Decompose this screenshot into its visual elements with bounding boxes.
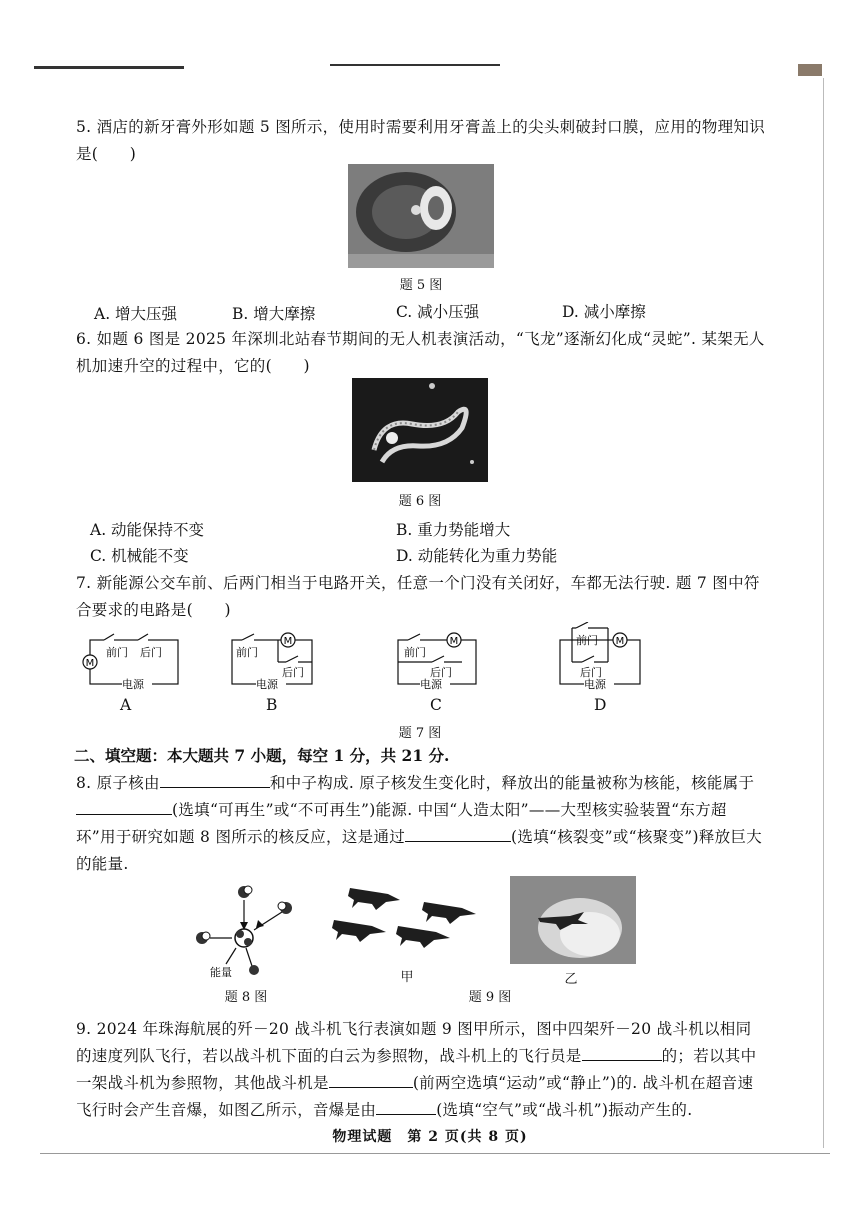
figure-9-label-yi: 乙 bbox=[564, 972, 578, 987]
circuit-b-motor: M bbox=[283, 636, 293, 647]
question-7-text: 7. 新能源公交车前、后两门相当于电路开关，任意一个门没有关闭好，车都无法行驶. 题 7 图中符合要求的电路是( ) bbox=[76, 574, 760, 619]
circuit-c-front: 前门 bbox=[404, 646, 426, 659]
drone-show-photo bbox=[352, 378, 488, 482]
figure-9-label-jia: 甲 bbox=[400, 970, 414, 985]
circuit-b-front: 前门 bbox=[236, 646, 258, 659]
q9-part-2: 的；若以其中一架战斗机为参照物，其他战斗机是 bbox=[76, 1047, 757, 1092]
circuit-c bbox=[392, 630, 482, 692]
figure-6-caption: 题 6 图 bbox=[398, 494, 442, 509]
q8-blank-3[interactable] bbox=[405, 824, 511, 842]
question-9-text bbox=[76, 1016, 766, 1124]
circuit-c-label: C bbox=[430, 696, 442, 714]
figure-9-caption: 题 9 图 bbox=[468, 990, 512, 1005]
page-footer: 物理试题 第 2 页(共 8 页) bbox=[332, 1129, 528, 1145]
circuit-b-rear: 后门 bbox=[282, 666, 304, 679]
q8-part-2: 和中子构成. 原子核发生变化时，释放出的能量被称为核能，核能属于 bbox=[269, 774, 755, 792]
circuit-a-front: 前门 bbox=[106, 646, 128, 659]
q8-blank-2[interactable] bbox=[76, 797, 172, 815]
top-rule-left bbox=[34, 66, 184, 69]
bottom-rule bbox=[40, 1153, 830, 1154]
q9-blank-1[interactable] bbox=[582, 1043, 662, 1061]
fusion-diagram bbox=[186, 882, 296, 982]
q5-option-d: D. 减小摩擦 bbox=[562, 303, 646, 321]
circuit-a-motor: M bbox=[85, 658, 95, 669]
circuit-c-rear: 后门 bbox=[430, 666, 452, 679]
circuit-d-motor: M bbox=[615, 636, 625, 647]
q9-part-3: (前两空选填“运动”或“静止”)的. 战斗机在超音速飞行时会产生音爆，如图乙所示，音爆是由 bbox=[76, 1074, 754, 1119]
circuit-d-label: D bbox=[594, 696, 607, 714]
q6-option-b: B. 重力势能增大 bbox=[396, 521, 511, 539]
page-corner-mark bbox=[798, 64, 822, 76]
sonic-boom-photo bbox=[510, 876, 636, 964]
circuit-a-rear: 后门 bbox=[140, 646, 162, 659]
circuit-d-source: 电源 bbox=[584, 678, 606, 691]
figure-5-caption: 题 5 图 bbox=[399, 278, 443, 293]
q6-option-d: D. 动能转化为重力势能 bbox=[396, 547, 558, 565]
circuit-b-source: 电源 bbox=[256, 678, 278, 691]
circuit-b-label: B bbox=[266, 696, 278, 714]
toothpaste-photo bbox=[348, 164, 494, 268]
jets-formation-figure bbox=[328, 880, 488, 970]
circuit-c-motor: M bbox=[449, 636, 459, 647]
circuit-b bbox=[226, 630, 320, 692]
q8-part-3: (选填“可再生”或“不可再生”)能源. 中国“人造太阳”——大型核实验装置“东方超环”用于研究如题 8 图所示的核反应，这是通过 bbox=[76, 801, 727, 846]
q8-part-1: 8. 原子核由 bbox=[76, 774, 160, 792]
figure-8-caption: 题 8 图 bbox=[224, 990, 268, 1005]
q9-part-4: (选填“空气”或“战斗机”)振动产生的. bbox=[436, 1101, 693, 1119]
q5-option-c: C. 减小压强 bbox=[396, 303, 480, 321]
question-8-text bbox=[76, 770, 766, 878]
circuit-d bbox=[556, 622, 646, 692]
fusion-energy-label: 能量 bbox=[210, 966, 232, 979]
q5-option-a: A. 增大压强 bbox=[94, 305, 178, 323]
q9-blank-3[interactable] bbox=[376, 1097, 436, 1115]
figure-7-caption: 题 7 图 bbox=[398, 726, 442, 741]
section-2-title: 二、填空题：本大题共 7 小题，每空 1 分，共 21 分. bbox=[74, 746, 450, 765]
top-rule-right bbox=[330, 64, 500, 66]
q9-blank-2[interactable] bbox=[329, 1070, 413, 1088]
circuit-a-label: A bbox=[120, 696, 132, 714]
question-5-text: 5. 酒店的新牙膏外形如题 5 图所示，使用时需要利用牙膏盖上的尖头刺破封口膜，应用的物理知识是( ) bbox=[76, 118, 766, 163]
page-edge-line bbox=[823, 78, 824, 1148]
q6-option-a: A. 动能保持不变 bbox=[90, 521, 205, 539]
question-6-text: 6. 如题 6 图是 2025 年深圳北站春节期间的无人机表演活动，“飞龙”逐渐幻化成“灵蛇”. 某架无人机加速升空的过程中，它的( ) bbox=[76, 330, 765, 375]
q6-option-c: C. 机械能不变 bbox=[90, 547, 189, 565]
q5-option-b: B. 增大摩擦 bbox=[232, 305, 316, 323]
circuit-d-front: 前门 bbox=[576, 634, 598, 647]
circuit-a bbox=[82, 630, 186, 692]
q8-blank-1[interactable] bbox=[160, 770, 270, 788]
circuit-a-source: 电源 bbox=[122, 678, 144, 691]
q8-part-4: (选填“核裂变”或“核聚变”)释放巨大的能量. bbox=[76, 828, 763, 873]
q9-part-1: 9. 2024 年珠海航展的歼－20 战斗机飞行表演如题 9 图甲所示，图中四架歼－20 战斗机以相同的速度列队飞行，若以战斗机下面的白云为参照物，战斗机上的飞行员是 bbox=[76, 1020, 752, 1065]
circuit-c-source: 电源 bbox=[420, 678, 442, 691]
circuit-d-rear: 后门 bbox=[580, 666, 602, 679]
